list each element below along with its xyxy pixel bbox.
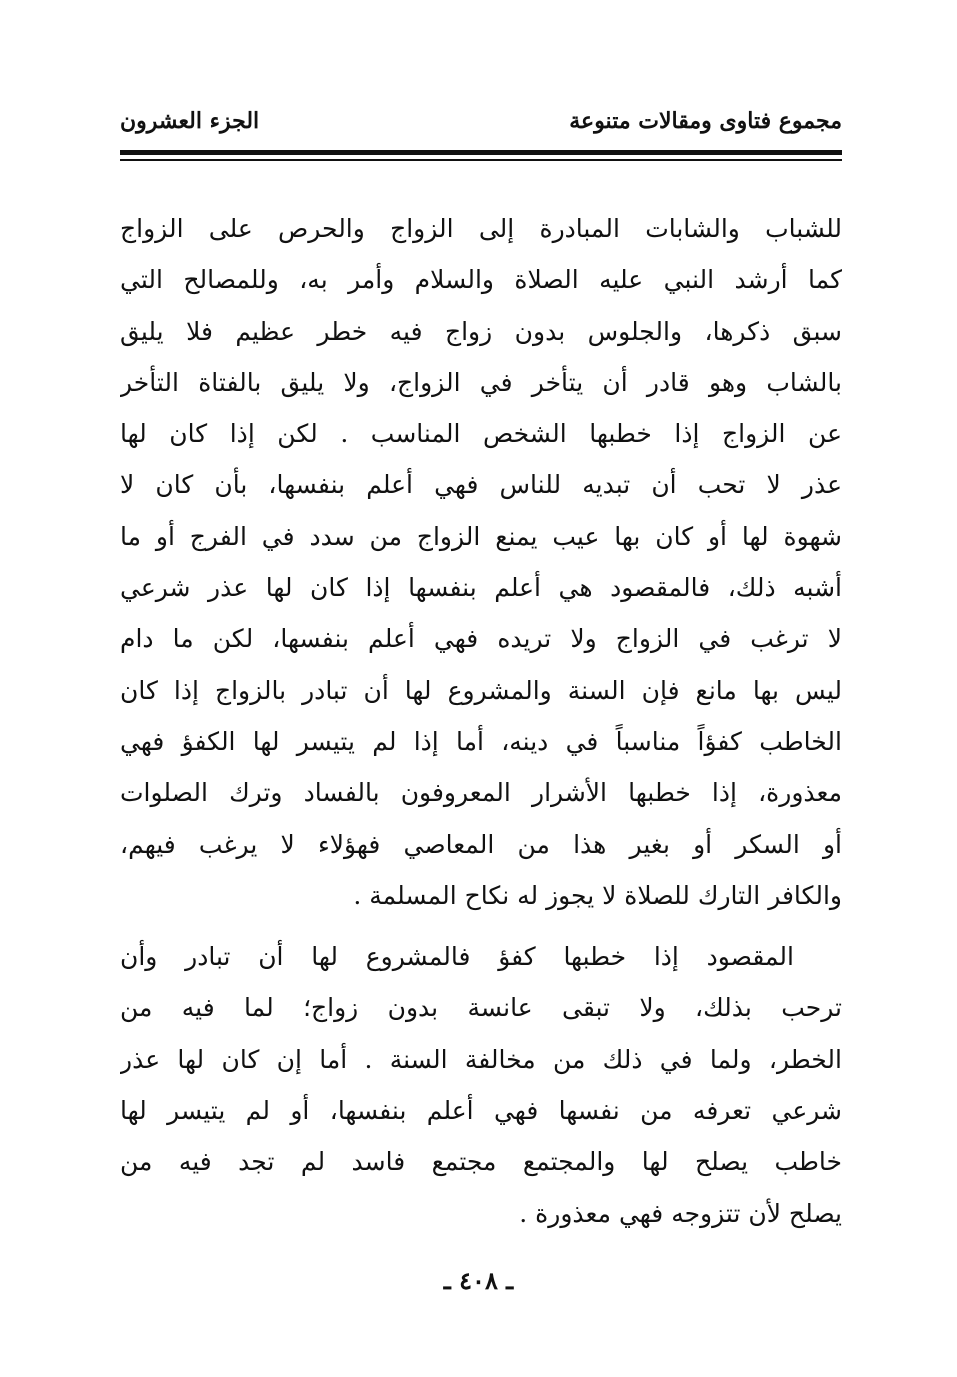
text-line: معذورة، إذا خطبها الأشرار المعروفون بالفساد وترك الصلوات (120, 778, 842, 808)
volume-label: الجزء العشرون (120, 108, 260, 134)
book-title: مجموع فتاوى ومقالات متنوعة (569, 108, 842, 134)
paragraph-2 (120, 931, 842, 1239)
page-number: ـ ٤٠٨ ـ (443, 1266, 514, 1295)
text-line: المقصود إذا خطبها كفؤ فالمشروع لها أن تبادر وأن (120, 942, 794, 972)
text-line: يصلح لأن تتزوجه فهي معذورة . (519, 1198, 842, 1228)
paragraph-1 (120, 203, 842, 921)
text-line: أشبه ذلك، فالمقصود هي أعلم بنفسها إذا كان لها عذر شرعي (120, 573, 842, 603)
header-rule-thick (120, 150, 842, 155)
running-header (120, 108, 842, 144)
text-line: شهوة لها أو كان بها عيب يمنع الزواج من سدد في الفرج أو ما (120, 521, 842, 551)
body-text (120, 203, 842, 1239)
text-line: كما أرشد النبي عليه الصلاة والسلام وأمر به، وللمصالح التي (120, 265, 842, 295)
header-rule-thin (120, 159, 842, 161)
paragraph-gap (120, 921, 842, 931)
text-line: خاطب يصلح لها والمجتمع مجتمع فاسد لم تجد فيه من (120, 1147, 842, 1177)
text-line: لا ترغب في الزواج ولا تريده فهي أعلم بنفسها، لكن ما دام (120, 624, 842, 654)
text-line: للشباب والشابات المبادرة إلى الزواج والحرص على الزواج (120, 214, 842, 243)
text-line: ترحب بذلك، ولا تبقى عانسة بدون زواج؛ لما فيه من (120, 993, 842, 1023)
text-line: عذر لا تحب أن تبديه للناس فهي أعلم بنفسها، بأن كان لا (120, 470, 842, 500)
text-line: الخاطب كفؤاً مناسباً في دينه، أما إذا لم يتيسر لها الكفؤ فهي (120, 726, 842, 756)
text-line: شرعي تعرفه من نفسها فهي أعلم بنفسها، أو لم يتيسر لها (120, 1096, 842, 1126)
text-line: ليس بها مانع فإن السنة والمشروع لها أن تبادر بالزواج إذا كان (120, 675, 842, 705)
text-line: والكافر التارك للصلاة لا يجوز له نكاح المسلمة . (353, 880, 842, 910)
text-line: بالشاب وهو قادر أن يتأخر في الزواج، ولا يليق بالفتاة التأخر (120, 367, 842, 397)
text-line: عن الزواج إذا خطبها الشخص المناسب . لكن إذا كان لها (120, 419, 842, 449)
text-line: سبق ذكرها، والجلوس بدون زواج فيه خطر عظيم فلا يليق (120, 316, 842, 346)
text-line: الخطر، ولما في ذلك من مخالفة السنة . أما إن كان لها عذر (120, 1044, 842, 1074)
text-line: أو السكر أو بغير هذا من المعاصي فهؤلاء لا يرغب فيهم، (120, 829, 842, 859)
